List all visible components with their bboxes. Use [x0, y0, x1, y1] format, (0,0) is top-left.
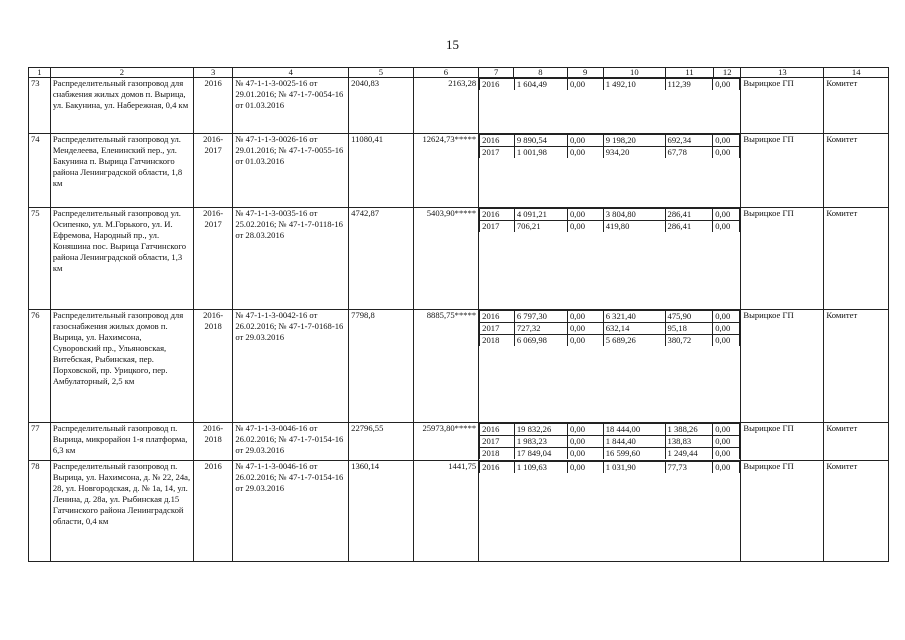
- responsible-cell: Комитет: [824, 423, 889, 461]
- estimated-cost-cell: 7798,8: [349, 310, 413, 423]
- years-cell: 2016-2017: [193, 208, 232, 310]
- years-cell: 2016-2017: [193, 134, 232, 208]
- settlement-cell: Вырицкое ГП: [741, 423, 824, 461]
- regional-budget-cell: 419,80: [603, 221, 665, 233]
- object-name-cell: Распределительный газопровод ул. Осипенко, ул. М.Горького, ул. И. Ефремова, Народный пр., ул. Коняшина пос. Вырица Гатчинского района Ленинградской области, 1,3 км: [50, 208, 193, 310]
- object-name-cell: Распределительный газопровод для снабжения жилых домов п. Вырица, ул. Бакунина, ул. Набережная, 0,4 км: [50, 78, 193, 134]
- financing-subtable: [479, 208, 740, 232]
- local-budget-cell: 380,72: [665, 335, 713, 347]
- financing-year-cell: 2018: [480, 335, 515, 347]
- estimated-cost-cell: 22796,55: [349, 423, 413, 461]
- financing-year-row: [480, 311, 740, 323]
- column-number-header: 14: [824, 68, 889, 78]
- regional-budget-cell: 16 599,60: [603, 448, 665, 460]
- years-cell: 2016: [193, 78, 232, 134]
- program-table: [28, 67, 889, 562]
- estimated-cost-cell: 2040,83: [349, 78, 413, 134]
- settlement-cell: Вырицкое ГП: [741, 134, 824, 208]
- years-cell: 2016: [193, 461, 232, 562]
- regional-budget-cell: 1 844,40: [603, 436, 665, 448]
- total-cost-cell: 5403,90*****: [413, 208, 479, 310]
- column-number-header: 13: [741, 68, 824, 78]
- financing-year-cell: 2016: [480, 79, 515, 91]
- other-sources-cell: 0,00: [713, 147, 740, 159]
- column-number-header: 1: [29, 68, 51, 78]
- other-sources-cell: 0,00: [713, 424, 740, 436]
- row-number-cell: 78: [29, 461, 51, 562]
- financing-year-row: [480, 135, 740, 147]
- financing-total-cell: 19 832,26: [514, 424, 567, 436]
- regional-budget-cell: 632,14: [603, 323, 665, 335]
- documents-cell: № 47-1-1-3-0025-16 от 29.01.2016; № 47-1-7-0054-16 от 01.03.2016: [233, 78, 349, 134]
- responsible-cell: Комитет: [824, 208, 889, 310]
- financing-year-row: [480, 335, 740, 347]
- table-row: [29, 310, 889, 423]
- object-name-cell: Распределительный газопровод п. Вырица, микрорайон 1-я платформа, 6,3 км: [50, 423, 193, 461]
- federal-budget-cell: 0,00: [567, 311, 603, 323]
- regional-budget-cell: 18 444,00: [603, 424, 665, 436]
- regional-budget-cell: 6 321,40: [603, 311, 665, 323]
- documents-cell: № 47-1-1-3-0046-16 от 26.02.2016; № 47-1-7-0154-16 от 29.03.2016: [233, 461, 349, 562]
- object-name-cell: Распределительный газопровод для газоснабжения жилых домов п. Вырица, ул. Нахимсона, Суворовский пр., Ульяновская, Витебская, Рыбинская, пер. Порховской, пр. Урицкого, пер. Амбулаторный, 2,5 км: [50, 310, 193, 423]
- documents-cell: № 47-1-1-3-0042-16 от 26.02.2016; № 47-1-7-0168-16 от 29.03.2016: [233, 310, 349, 423]
- settlement-cell: Вырицкое ГП: [741, 208, 824, 310]
- financing-year-row: [480, 147, 740, 159]
- column-number-header: 10: [603, 68, 665, 78]
- regional-budget-cell: 5 689,26: [603, 335, 665, 347]
- other-sources-cell: 0,00: [713, 335, 740, 347]
- financing-by-year-cell: [479, 310, 741, 423]
- financing-total-cell: 1 001,98: [514, 147, 567, 159]
- financing-total-cell: 706,21: [514, 221, 567, 233]
- documents-cell: № 47-1-1-3-0035-16 от 25.02.2016; № 47-1-7-0118-16 от 28.03.2016: [233, 208, 349, 310]
- page-number: 15: [446, 37, 459, 52]
- other-sources-cell: 0,00: [713, 436, 740, 448]
- column-number-row: [29, 68, 889, 78]
- regional-budget-cell: 934,20: [603, 147, 665, 159]
- local-budget-cell: 1 249,44: [665, 448, 713, 460]
- column-number-header: 3: [193, 68, 232, 78]
- row-number-cell: 75: [29, 208, 51, 310]
- financing-by-year-cell: [479, 423, 741, 461]
- column-number-header: 9: [567, 68, 603, 78]
- federal-budget-cell: 0,00: [567, 221, 603, 233]
- federal-budget-cell: 0,00: [567, 79, 603, 91]
- financing-year-cell: 2016: [480, 311, 515, 323]
- responsible-cell: Комитет: [824, 78, 889, 134]
- column-number-header: 7: [479, 68, 514, 78]
- table-row: [29, 134, 889, 208]
- local-budget-cell: 112,39: [665, 79, 713, 91]
- financing-year-cell: 2017: [480, 436, 515, 448]
- total-cost-cell: 12624,73*****: [413, 134, 479, 208]
- column-number-header: 2: [50, 68, 193, 78]
- federal-budget-cell: 0,00: [567, 335, 603, 347]
- local-budget-cell: 692,34: [665, 135, 713, 147]
- financing-year-cell: 2016: [480, 462, 515, 474]
- object-name-cell: Распределительный газопровод п. Вырица, ул. Нахимсона, д. № 22, 24а, 28, ул. Новгородская, д. № 1а, 14, ул. Ленина, д. 28а, ул. Рыбинская д.15 Гатчинского района Ленинградской области, 0,4 км: [50, 461, 193, 562]
- estimated-cost-cell: 1360,14: [349, 461, 413, 562]
- other-sources-cell: 0,00: [713, 135, 740, 147]
- documents-cell: № 47-1-1-3-0026-16 от 29.01.2016; № 47-1-7-0055-16 от 01.03.2016: [233, 134, 349, 208]
- financing-year-row: [480, 436, 740, 448]
- column-number-header: 8: [514, 68, 568, 78]
- local-budget-cell: 475,90: [665, 311, 713, 323]
- local-budget-cell: 1 388,26: [665, 424, 713, 436]
- federal-budget-cell: 0,00: [567, 209, 603, 221]
- local-budget-cell: 67,78: [665, 147, 713, 159]
- financing-total-cell: 6 797,30: [514, 311, 567, 323]
- column-number-header: 5: [349, 68, 413, 78]
- regional-budget-cell: 3 804,80: [603, 209, 665, 221]
- local-budget-cell: 286,41: [665, 221, 713, 233]
- financing-total-cell: 17 849,04: [514, 448, 567, 460]
- local-budget-cell: 286,41: [665, 209, 713, 221]
- financing-total-cell: 1 604,49: [514, 79, 567, 91]
- financing-year-cell: 2016: [480, 209, 515, 221]
- financing-year-row: [480, 424, 740, 436]
- financing-year-row: [480, 448, 740, 460]
- other-sources-cell: 0,00: [713, 448, 740, 460]
- other-sources-cell: 0,00: [713, 79, 740, 91]
- federal-budget-cell: 0,00: [567, 424, 603, 436]
- financing-subtable: [479, 134, 740, 158]
- total-cost-cell: 8885,75*****: [413, 310, 479, 423]
- other-sources-cell: 0,00: [713, 311, 740, 323]
- financing-year-row: [480, 221, 740, 233]
- table-row: [29, 461, 889, 562]
- responsible-cell: Комитет: [824, 461, 889, 562]
- financing-total-cell: 1 109,63: [514, 462, 567, 474]
- financing-by-year-cell: [479, 78, 741, 134]
- local-budget-cell: 77,73: [665, 462, 713, 474]
- regional-budget-cell: 1 492,10: [603, 79, 665, 91]
- financing-total-cell: 4 091,21: [514, 209, 567, 221]
- row-number-cell: 74: [29, 134, 51, 208]
- other-sources-cell: 0,00: [713, 462, 740, 474]
- estimated-cost-cell: 11080,41: [349, 134, 413, 208]
- financing-year-cell: 2016: [480, 135, 515, 147]
- financing-subtable: [479, 310, 740, 346]
- responsible-cell: Комитет: [824, 310, 889, 423]
- estimated-cost-cell: 4742,87: [349, 208, 413, 310]
- total-cost-cell: 25973,80*****: [413, 423, 479, 461]
- responsible-cell: Комитет: [824, 134, 889, 208]
- financing-total-cell: 9 890,54: [514, 135, 567, 147]
- column-number-header: 4: [233, 68, 349, 78]
- regional-budget-cell: 1 031,90: [603, 462, 665, 474]
- financing-year-row: [480, 323, 740, 335]
- financing-total-cell: 1 983,23: [514, 436, 567, 448]
- financing-subtable: [479, 461, 740, 473]
- local-budget-cell: 138,83: [665, 436, 713, 448]
- column-number-header: 6: [413, 68, 479, 78]
- documents-cell: № 47-1-1-3-0046-16 от 26.02.2016; № 47-1-7-0154-16 от 29.03.2016: [233, 423, 349, 461]
- years-cell: 2016-2018: [193, 310, 232, 423]
- financing-year-row: [480, 79, 740, 91]
- financing-year-cell: 2017: [480, 147, 515, 159]
- financing-total-cell: 6 069,98: [514, 335, 567, 347]
- financing-by-year-cell: [479, 134, 741, 208]
- federal-budget-cell: 0,00: [567, 448, 603, 460]
- years-cell: 2016-2018: [193, 423, 232, 461]
- other-sources-cell: 0,00: [713, 323, 740, 335]
- local-budget-cell: 95,18: [665, 323, 713, 335]
- federal-budget-cell: 0,00: [567, 436, 603, 448]
- financing-year-cell: 2016: [480, 424, 515, 436]
- settlement-cell: Вырицкое ГП: [741, 310, 824, 423]
- financing-year-row: [480, 462, 740, 474]
- financing-by-year-cell: [479, 461, 741, 562]
- financing-subtable: [479, 78, 740, 90]
- financing-year-cell: 2017: [480, 323, 515, 335]
- financing-year-cell: 2017: [480, 221, 515, 233]
- table-row: [29, 78, 889, 134]
- financing-subtable: [479, 423, 740, 459]
- federal-budget-cell: 0,00: [567, 323, 603, 335]
- federal-budget-cell: 0,00: [567, 147, 603, 159]
- regional-budget-cell: 9 198,20: [603, 135, 665, 147]
- other-sources-cell: 0,00: [713, 209, 740, 221]
- other-sources-cell: 0,00: [713, 221, 740, 233]
- settlement-cell: Вырицкое ГП: [741, 78, 824, 134]
- table-row: [29, 208, 889, 310]
- financing-year-cell: 2018: [480, 448, 515, 460]
- federal-budget-cell: 0,00: [567, 135, 603, 147]
- financing-by-year-cell: [479, 208, 741, 310]
- table-row: [29, 423, 889, 461]
- total-cost-cell: 1441,75: [413, 461, 479, 562]
- financing-total-cell: 727,32: [514, 323, 567, 335]
- column-number-header: 11: [665, 68, 713, 78]
- financing-year-row: [480, 209, 740, 221]
- row-number-cell: 73: [29, 78, 51, 134]
- total-cost-cell: 2163,28: [413, 78, 479, 134]
- row-number-cell: 76: [29, 310, 51, 423]
- object-name-cell: Распределительный газопровод ул. Менделеева, Еленинский пер., ул. Бакунина п. Вырица Гатчинского района Ленинградской области, 1,8 км: [50, 134, 193, 208]
- row-number-cell: 77: [29, 423, 51, 461]
- column-number-header: 12: [714, 68, 741, 78]
- settlement-cell: Вырицкое ГП: [741, 461, 824, 562]
- federal-budget-cell: 0,00: [567, 462, 603, 474]
